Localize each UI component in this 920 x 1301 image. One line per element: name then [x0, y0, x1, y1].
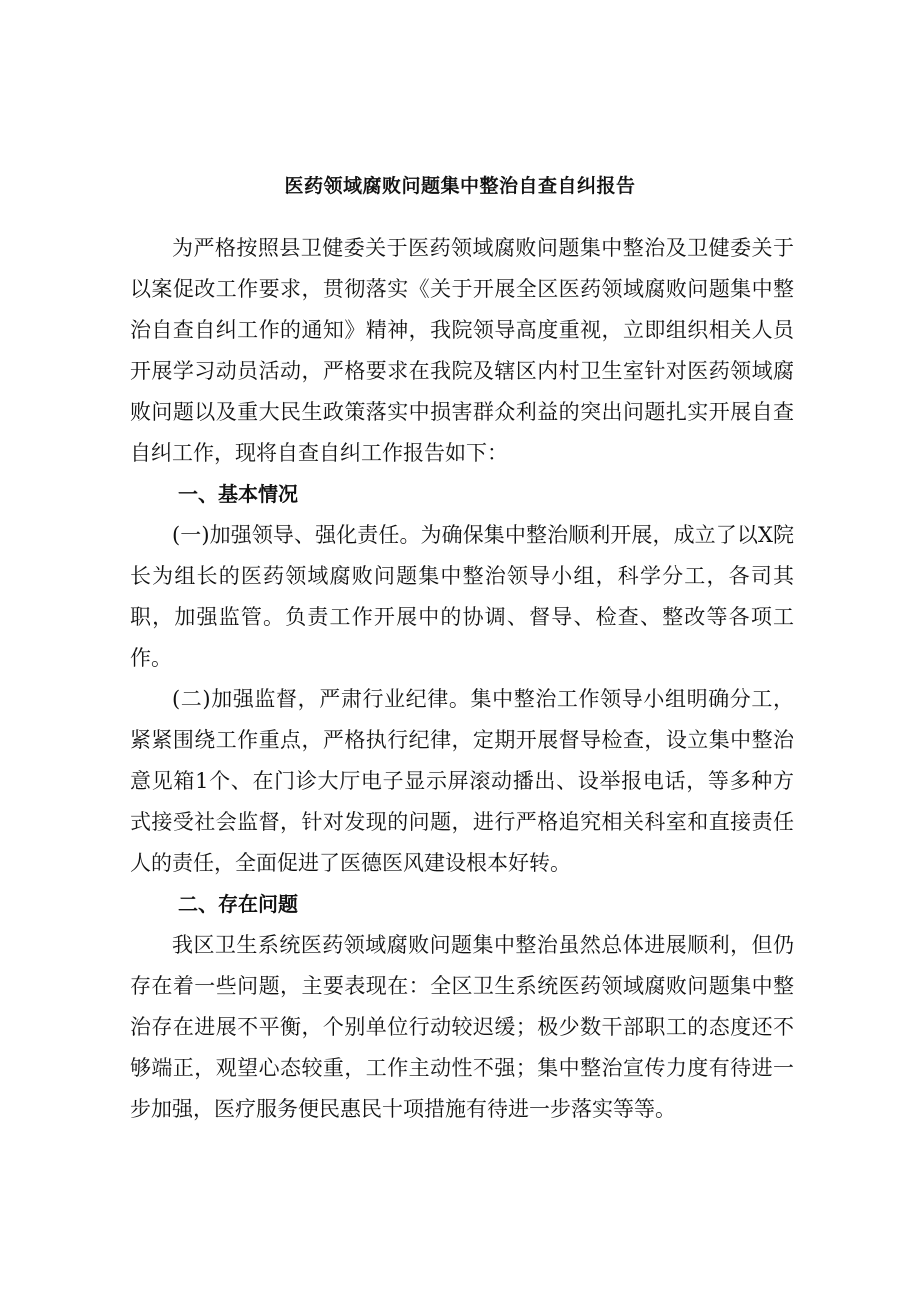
section-heading-existing-problems: 二、存在问题	[178, 892, 298, 916]
document-title: 医药领域腐败问题集中整治自查自纠报告	[284, 175, 636, 197]
paragraph-leadership: (一)加强领导、强化责任。为确保集中整治顺利开展，成立了以X院长为组长的医药领域腐败问题集中整治领导小组，科学分工，各司其职，加强监管。负责工作开展中的协调、督导、检查、整改等各项工作。	[130, 523, 794, 670]
intro-paragraph: 为严格按照县卫健委关于医药领域腐败问题集中整治及卫健委关于以案促改工作要求，贯彻落实《关于开展全区医药领域腐败问题集中整治自查自纠工作的通知》精神，我院领导高度重视，立即组织相关人员开展学习动员活动，严格要求在我院及辖区内村卫生室针对医药领域腐败问题以及重大民生政策落实中损害群众利益的突出问题扎实开展自查自纠工作，现将自查自纠工作报告如下：	[130, 236, 794, 465]
paragraph-problems: 我区卫生系统医药领域腐败问题集中整治虽然总体进展顺利，但仍存在着一些问题，主要表现在：全区卫生系统医药领域腐败问题集中整治存在进展不平衡，个别单位行动较迟缓；极少数干部职工的态度还不够端正，观望心态较重，工作主动性不强；集中整治宣传力度有待进一步加强，医疗服务便民惠民十项措施有待进一步落实等等。	[130, 933, 794, 1121]
section-heading-basic-situation: 一、基本情况	[178, 482, 298, 506]
document-body	[130, 228, 794, 1130]
paragraph-supervision: (二)加强监督，严肃行业纪律。集中整治工作领导小组明确分工，紧紧围绕工作重点，严格执行纪律，定期开展督导检查，设立集中整治意见箱1个、在门诊大厅电子显示屏滚动播出、设举报电话，等多种方式接受社会监督，针对发现的问题，进行严格追究相关科室和直接责任人的责任，全面促进了医德医风建设根本好转。	[130, 687, 794, 875]
